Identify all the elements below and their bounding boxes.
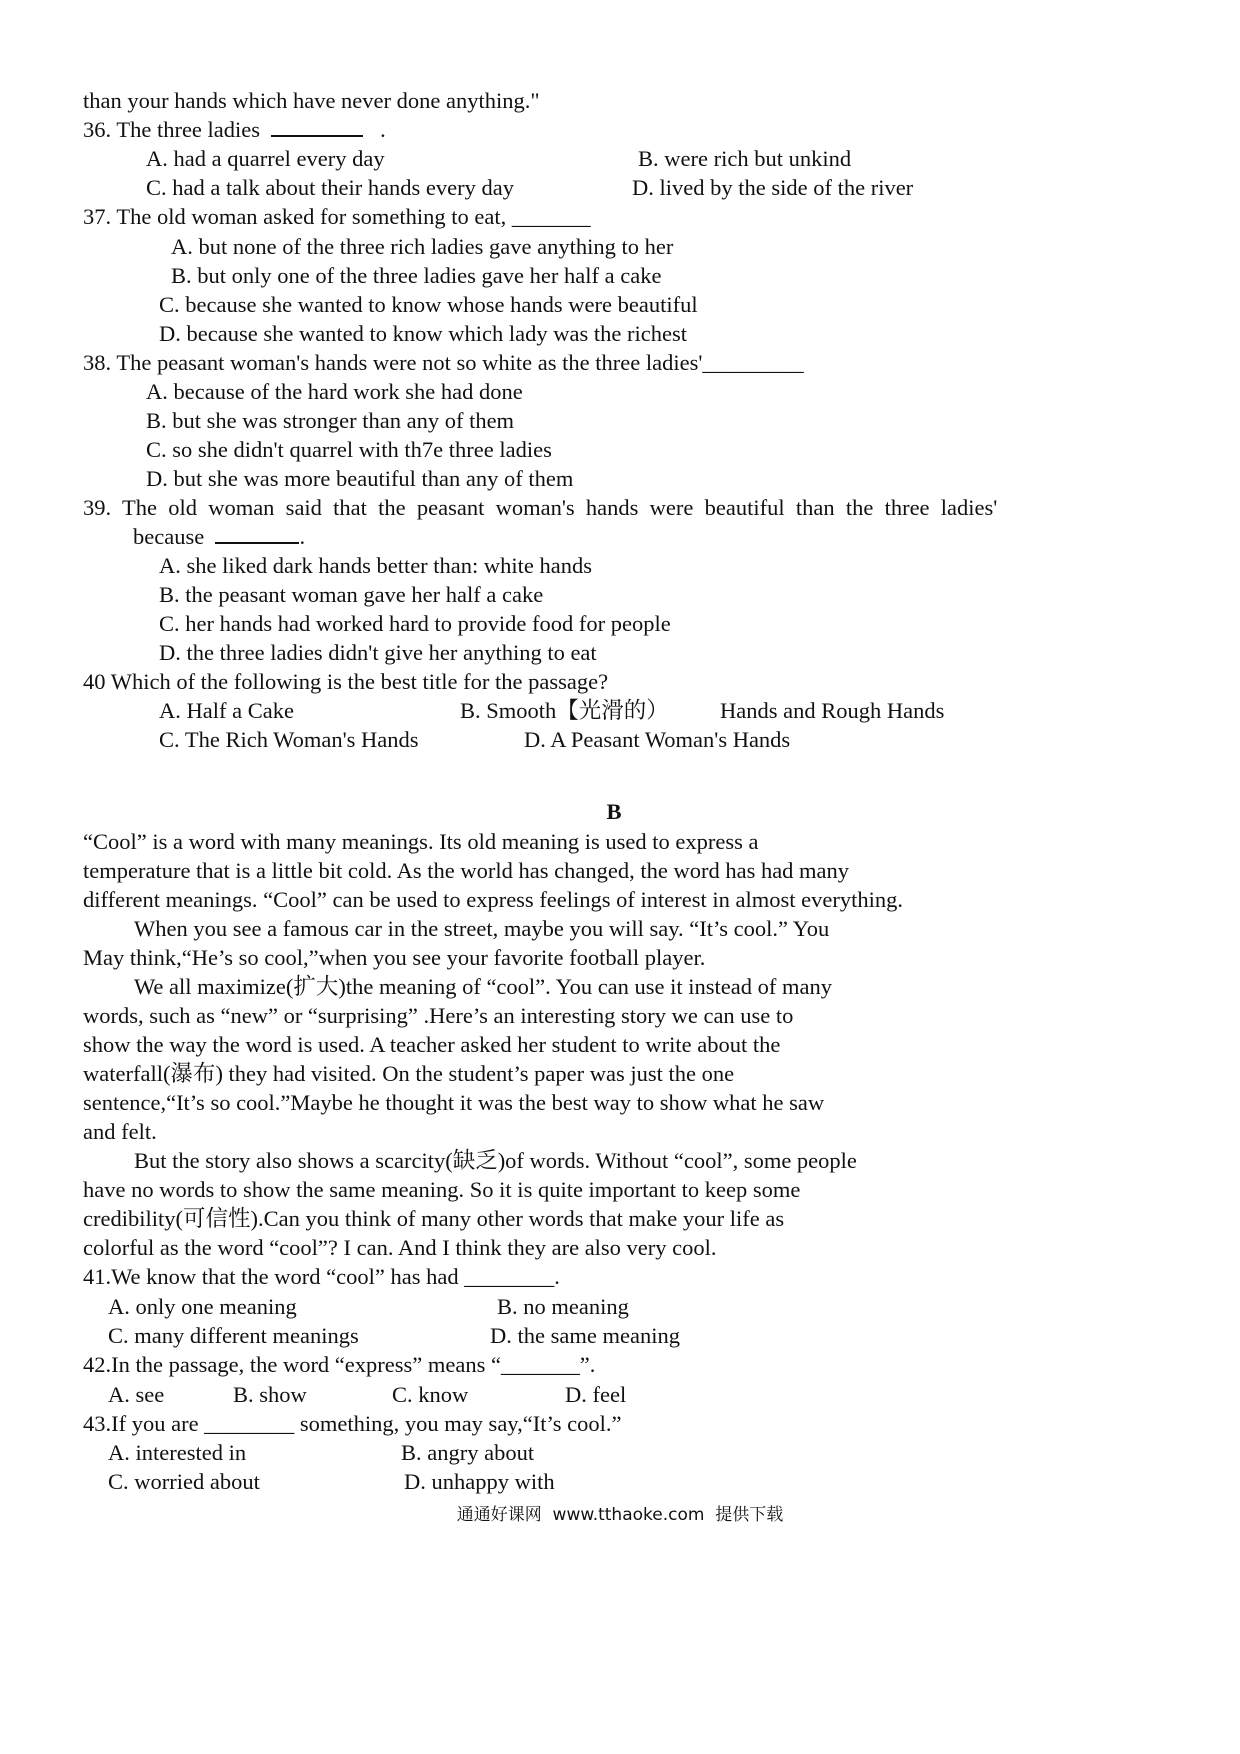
question-36-stem [83,115,386,145]
question-42-stem: 42.In the passage, the word “express” means “_______”. [83,1352,596,1377]
option-38-c: C. so she didn't quarrel with th7e three ladies [146,437,552,462]
question-stem-text: 36. The three ladies [83,117,261,142]
passage-line: We all maximize(扩大)the meaning of “cool”. You can use it instead of many [134,974,832,999]
option-38-b: B. but she was stronger than any of them [146,408,515,433]
option-43-b: B. angry about [401,1440,535,1465]
passage-line: “Cool” is a word with many meanings. Its old meaning is used to express a [83,829,759,854]
option-39-d: D. the three ladies didn't give her anything to eat [159,640,597,665]
option-36-d: D. lived by the side of the river [632,175,914,200]
option-40-d: D. A Peasant Woman's Hands [524,727,791,752]
option-36-a: A. had a quarrel every day [146,146,385,171]
passage-line: have no words to show the same meaning. So it is quite important to keep some [83,1177,801,1202]
passage-line: and felt. [83,1119,157,1144]
section-heading: B [606,799,622,824]
page-footer: 通通好课网 www.tthaoke.com 提供下载 [456,1505,784,1525]
option-41-c: C. many different meanings [108,1323,359,1348]
question-40-stem: 40 Which of the following is the best title for the passage? [83,669,609,694]
option-38-d: D. but she was more beautiful than any of them [146,466,574,491]
option-39-c: C. her hands had worked hard to provide food for people [159,611,671,636]
option-40-b: B. Smooth【光滑的） [460,698,669,723]
option-42-d: D. feel [565,1382,627,1407]
option-42-a: A. see [108,1382,165,1407]
option-40-c: C. The Rich Woman's Hands [159,727,419,752]
passage-line: credibility(可信性).Can you think of many other words that make your life as [83,1206,785,1231]
passage-line: different meanings. “Cool” can be used to express feelings of interest in almost everything. [83,887,903,912]
option-41-b: B. no meaning [497,1294,629,1319]
option-41-a: A. only one meaning [108,1294,297,1319]
question-stem-end: . [299,524,306,549]
question-37-stem: 37. The old woman asked for something to eat, _______ [83,204,591,229]
option-37-c: C. because she wanted to know whose hands were beautiful [159,292,698,317]
question-43-stem: 43.If you are ________ something, you may say,“It’s cool.” [83,1411,622,1436]
option-37-a: A. but none of the three rich ladies gave anything to her [171,234,674,259]
passage-line: show the way the word is used. A teacher asked her student to write about the [83,1032,781,1057]
passage-line: words, such as “new” or “surprising” .Here’s an interesting story we can use to [83,1003,794,1028]
answer-blank [271,135,363,137]
option-40-a: A. Half a Cake [159,698,294,723]
question-39-stem: 39. The old woman said that the peasant woman's hands were beautiful than the three ladies' [83,495,998,520]
passage-line: waterfall(瀑布) they had visited. On the student’s paper was just the one [83,1061,735,1086]
option-42-c: C. know [392,1382,469,1407]
option-36-b: B. were rich but unkind [638,146,852,171]
option-43-c: C. worried about [108,1469,260,1494]
question-41-stem: 41.We know that the word “cool” has had ________. [83,1264,560,1289]
passage-line: sentence,“It’s so cool.”Maybe he thought it was the best way to show what he saw [83,1090,825,1115]
question-38-stem: 38. The peasant woman's hands were not so white as the three ladies'_________ [83,350,804,375]
option-41-d: D. the same meaning [490,1323,680,1348]
question-stem-text: because [133,524,205,549]
passage-line: temperature that is a little bit cold. As the world has changed, the word has had many [83,858,850,883]
passage-line: But the story also shows a scarcity(缺乏)of words. Without “cool”, some people [134,1148,857,1173]
option-37-d: D. because she wanted to know which lady was the richest [159,321,687,346]
passage-line: May think,“He’s so cool,”when you see your favorite football player. [83,945,706,970]
option-43-a: A. interested in [108,1440,247,1465]
option-43-d: D. unhappy with [404,1469,555,1494]
option-37-b: B. but only one of the three ladies gave her half a cake [171,263,662,288]
option-39-a: A. she liked dark hands better than: white hands [159,553,593,578]
option-42-b: B. show [233,1382,307,1407]
option-38-a: A. because of the hard work she had done [146,379,523,404]
option-36-c: C. had a talk about their hands every day [146,175,515,200]
option-40-b-cont: Hands and Rough Hands [720,698,945,723]
question-39-stem-cont [133,522,305,552]
passage-line: than your hands which have never done anything." [83,88,540,113]
option-39-b: B. the peasant woman gave her half a cake [159,582,544,607]
answer-blank [215,542,299,544]
question-stem-end: . [380,117,386,142]
passage-line: colorful as the word “cool”? I can. And I think they are also very cool. [83,1235,717,1260]
passage-line: When you see a famous car in the street, maybe you will say. “It’s cool.” You [134,916,830,941]
